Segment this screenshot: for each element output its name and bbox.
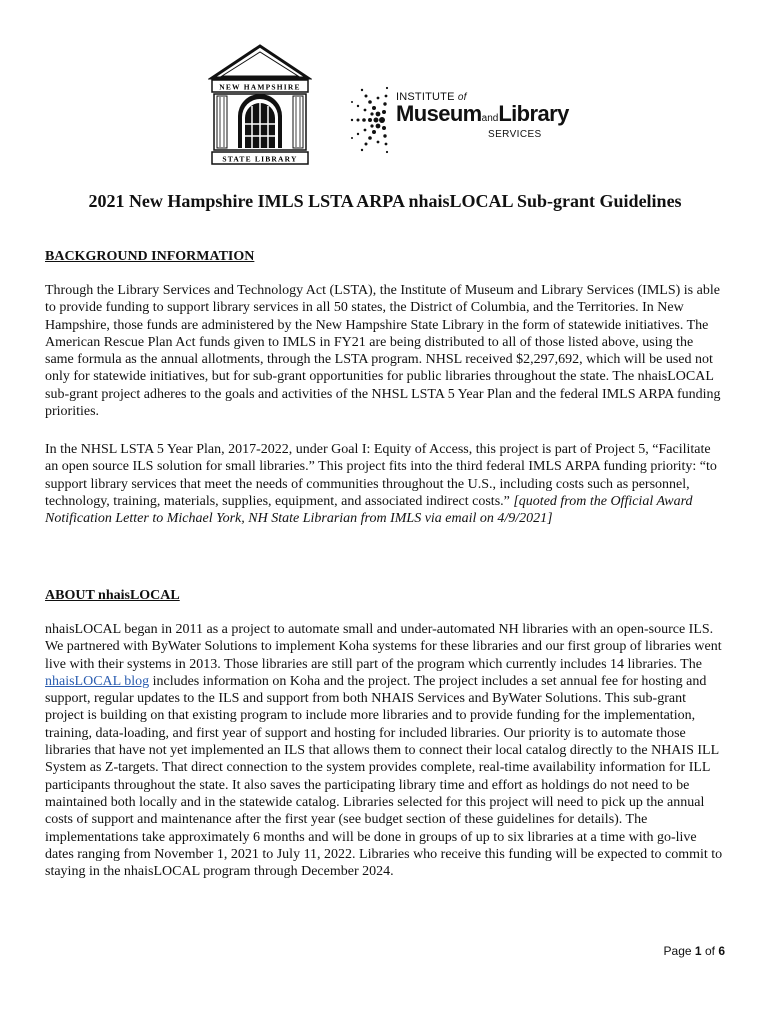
background-para-2	[45, 441, 725, 527]
about-text-before-link: nhaisLOCAL began in 2011 as a project to automate small and under-automated NH libraries with an open-source ILS. We partnered with ByWater Solutions to implement Koha systems for these libraries and our first group of libraries went live with their systems in 2013. Those libraries are still part of the program which currently includes 14 libraries. The	[45, 622, 722, 672]
page-title: 2021 New Hampshire IMLS LSTA ARPA nhaisLOCAL Sub-grant Guidelines	[88, 191, 682, 211]
background-paragraph-2: In the NHSL LSTA 5 Year Plan, 2017-2022, under Goal I: Equity of Access, this project is part of Project 5, “Facilitate an open source ILS solution for small libraries.” This project fits into the third federal IMLS ARPA funding priority: “to support library services that meet the needs of communities throughout the U.S., including costs such as personnel, technology, training, materials, supplies, equipment, and associated indirect costs.”	[45, 442, 717, 509]
imls-of: of	[457, 92, 467, 103]
imls-institute: INSTITUTE	[396, 91, 455, 103]
nhsl-bottom-text: STATE LIBRARY	[222, 154, 298, 164]
page-total: 6	[718, 944, 725, 958]
imls-and: and	[481, 113, 499, 124]
background-heading: BACKGROUND INFORMATION	[45, 249, 255, 264]
about-heading: ABOUT nhaisLOCAL	[45, 588, 180, 603]
nhaislocal-blog-link[interactable]: nhaisLOCAL blog	[45, 673, 150, 689]
nh-state-library-logo	[208, 44, 312, 170]
background-section	[45, 248, 725, 265]
nhsl-top-text: NEW HAMPSHIRE	[219, 82, 301, 92]
imls-museum: Museum	[396, 101, 482, 126]
award-letter-quote: [quoted from the Official Award Notification Letter to Michael York, NH State Librarian from IMLS via email on 4/9/2021]	[45, 493, 693, 527]
background-paragraph: Through the Library Services and Technology Act (LSTA), the Institute of Museum and Library Services (IMLS) is able to provide funding to support library services in all 50 states, the District of Columbia, and the Territories. In New Hampshire, those funds are administered by the New Hampshire State Library in the form of statewide initiatives. The American Rescue Plan Act funds given to IMLS in FY21 are being distributed to all of those listed above, using the same formula as the annual allotments, through the LSTA program. NHSL received $2,297,692, which will be used not only for statewide initiatives, but for sub-grant opportunities for public libraries throughout the state. The nhaisLOCAL sub-grant project adheres to the goals and activities of the NHSL LSTA 5 Year Plan and the federal IMLS ARPA funding priorities.	[45, 283, 721, 420]
about-text-after-link: includes information on Koha and the project. The project includes a set annual fee for hosting and support, regular updates to the ILS and support from both NHAIS Services and ByWater Solutions. This sub-grant project is building on that existing program to include more libraries and to provide funding for the implementation, training, data-loading, and first year of support and hosting for included libraries. Our priority is to automate those libraries that have not yet implemented an ILS that allows them to connect their local catalog directly to the NHAIS ILL System as Z-targets. That direct connection to the system provides complete, real-time availability information for ILL participants throughout the state. It also saves the participating library time and effort as holdings do not need to be maintained both locally and in the statewide catalog. Libraries selected for this project will need to pick up the annual costs of support and maintenance after the first year (see budget section of these guidelines for details). The implementations take approximately 6 months and will be done in groups of up to six libraries at a time with go-live dates ranging from November 1, 2021 to July 11, 2022. Libraries who receive this funding will be expected to commit to staying in the nhaisLOCAL program through December 2024.	[45, 673, 723, 880]
imls-library: Library	[498, 101, 569, 126]
imls-services: SERVICES	[488, 129, 542, 140]
header-logos	[0, 44, 770, 174]
imls-logo	[348, 84, 569, 156]
page-current: 1	[694, 944, 702, 958]
about-paragraph-block	[45, 621, 725, 880]
about-section	[45, 587, 725, 604]
background-para-1	[45, 282, 725, 420]
page-number-footer	[664, 944, 725, 958]
of-word: of	[704, 944, 715, 958]
imls-wordmark	[396, 92, 569, 140]
imls-dot-burst-icon	[348, 84, 394, 156]
page-word: Page	[663, 944, 692, 958]
